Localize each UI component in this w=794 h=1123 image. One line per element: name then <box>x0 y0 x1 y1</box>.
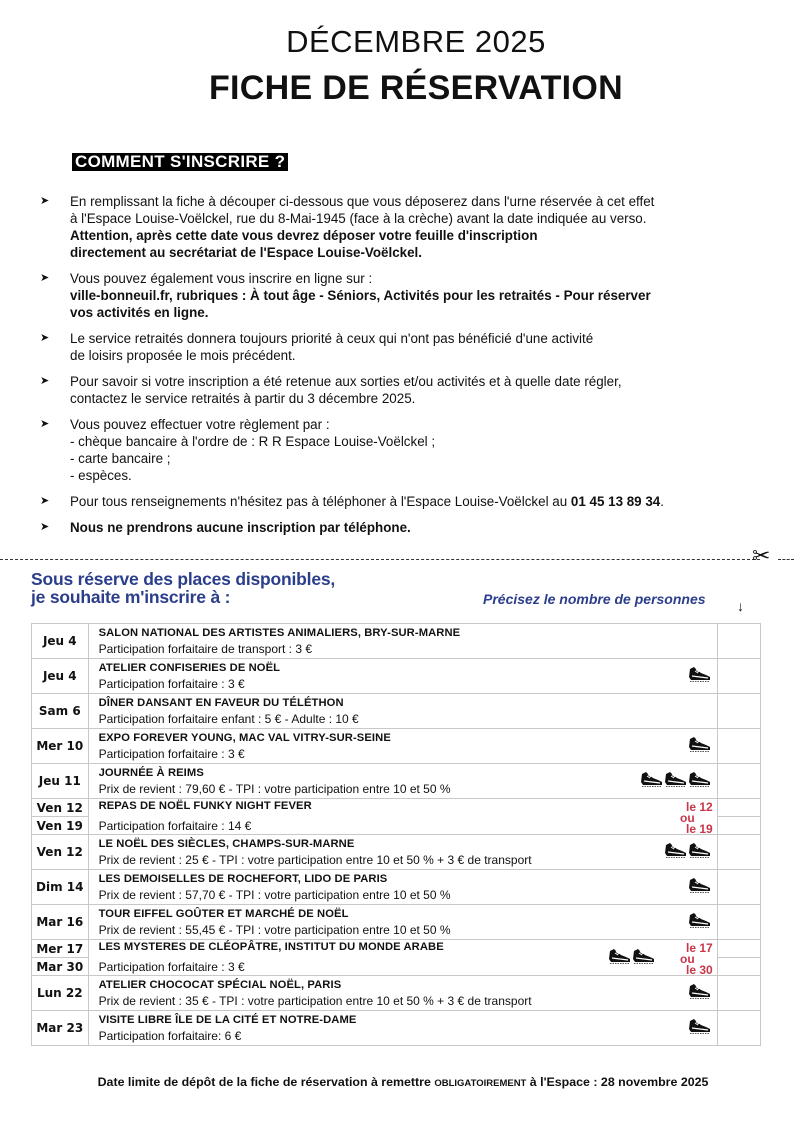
participant-count-cell[interactable] <box>717 729 760 764</box>
instruction-text: - chèque bancaire à l'ordre de : R R Espace Louise-Voëlckel ; <box>70 434 436 449</box>
walking-level <box>687 876 711 898</box>
form-subheading-line1: Sous réserve des places disponibles, <box>31 569 336 589</box>
participant-count-cell[interactable] <box>717 958 760 976</box>
event-date: Lun 22 <box>32 976 89 1011</box>
instruction-text: Vous pouvez également vous inscrire en ligne sur : <box>70 271 373 286</box>
event-row <box>32 764 761 799</box>
instruction-line <box>70 227 758 244</box>
arrow-right-icon: ➤ <box>40 375 50 387</box>
walking-level <box>607 947 655 969</box>
instruction-line <box>70 373 758 390</box>
how-to-register-heading: COMMENT S'INSCRIRE ? <box>72 153 288 171</box>
instruction-text: contactez le service retraités à partir du 3 décembre 2025. <box>70 391 416 406</box>
event-row <box>32 799 761 817</box>
instruction-text: En remplissant la fiche à découper ci-dessous que vous déposerez dans l'urne réservée à cet effet <box>70 194 655 209</box>
walking-shoe-icon <box>687 770 711 792</box>
arrow-right-icon: ➤ <box>40 195 50 207</box>
alt-date-first: le 12 <box>685 800 713 814</box>
scissors-icon: ✂ <box>752 543 771 568</box>
instruction-line <box>70 519 758 536</box>
alt-date-second: le 30 <box>685 963 713 977</box>
alternate-dates <box>680 941 713 977</box>
participant-count-cell[interactable] <box>717 940 760 958</box>
event-row <box>32 835 761 870</box>
instructions-list <box>38 193 758 545</box>
cut-line-end <box>778 559 794 560</box>
event-date: Dim 14 <box>32 870 89 905</box>
instruction-line <box>70 390 758 407</box>
event-name: LES MYSTERES DE CLÉOPÂTRE, INSTITUT DU MONDE ARABE <box>98 941 444 953</box>
alt-or <box>668 952 695 966</box>
instruction-text: Vous pouvez effectuer votre règlement par : <box>70 417 330 432</box>
event-row <box>32 870 761 905</box>
arrow-right-icon: ➤ <box>40 495 50 507</box>
count-hint: Précisez le nombre de personnes <box>483 591 706 607</box>
instruction-item <box>38 416 758 484</box>
instruction-line <box>70 416 758 433</box>
instruction-text: Pour tous renseignements n'hésitez pas à téléphoner à l'Espace Louise-Voëlckel au <box>70 494 571 509</box>
instruction-line <box>70 244 758 261</box>
event-name: ATELIER CONFISERIES DE NOËL <box>98 661 281 674</box>
event-name: DÎNER DANSANT EN FAVEUR DU TÉLÉTHON <box>98 696 344 709</box>
instruction-line <box>70 450 758 467</box>
walking-shoe-icon <box>639 770 663 792</box>
event-info <box>88 764 717 799</box>
arrow-right-icon: ➤ <box>40 521 50 533</box>
walking-shoe-icon <box>687 876 711 898</box>
event-name: EXPO FOREVER YOUNG, MAC VAL VITRY-SUR-SEINE <box>98 731 391 744</box>
instruction-item <box>38 270 758 321</box>
instruction-text-end: . <box>660 494 664 509</box>
event-info <box>88 1011 717 1046</box>
event-date: Jeu 4 <box>32 624 89 659</box>
walking-shoe-icon <box>687 911 711 933</box>
event-price: Prix de revient : 25 € - TPI : votre participation entre 10 et 50 % + 3 € de transport <box>98 852 532 867</box>
walking-level <box>663 841 711 863</box>
participant-count-cell[interactable] <box>717 624 760 659</box>
event-name: REPAS DE NOËL FUNKY NIGHT FEVER <box>98 800 312 812</box>
event-name: SALON NATIONAL DES ARTISTES ANIMALIERS, BRY-SUR-MARNE <box>98 626 461 639</box>
event-row <box>32 659 761 694</box>
instruction-item <box>38 493 758 510</box>
event-row <box>32 940 761 958</box>
event-date: Ven 19 <box>32 817 89 835</box>
arrow-right-icon: ➤ <box>40 272 50 284</box>
deadline-text-after: à l'Espace : 28 novembre 2025 <box>526 1075 709 1089</box>
instruction-text: Attention, après cette date vous devrez déposer votre feuille d'inscription <box>70 228 538 243</box>
instruction-line <box>70 210 758 227</box>
event-date: Jeu 4 <box>32 659 89 694</box>
event-row <box>32 1011 761 1046</box>
deadline-footer <box>0 1075 794 1089</box>
instruction-text: à l'Espace Louise-Voëlckel, rue du 8-Mai-1945 (face à la crèche) avant la date indiquée au verso. <box>70 211 647 226</box>
event-row <box>32 905 761 940</box>
instruction-line <box>70 270 758 287</box>
participant-count-cell[interactable] <box>717 835 760 870</box>
walking-shoe-icon <box>687 735 711 757</box>
event-date: Mer 17 <box>32 940 89 958</box>
event-info <box>88 905 717 940</box>
deadline-text-before: Date limite de dépôt de la fiche de réservation à remettre <box>97 1075 435 1089</box>
alt-date-second: le 19 <box>685 822 713 836</box>
event-name: LE NOËL DES SIÈCLES, CHAMPS-SUR-MARNE <box>98 837 355 850</box>
instruction-line <box>70 493 758 510</box>
event-date: Mar 23 <box>32 1011 89 1046</box>
event-date: Jeu 11 <box>32 764 89 799</box>
walking-shoe-icon <box>687 665 711 687</box>
event-price: Participation forfaitaire : 3 € <box>98 746 245 761</box>
event-price: Participation forfaitaire : 3 € <box>98 676 245 691</box>
walking-shoe-icon <box>687 841 711 863</box>
walking-level <box>687 1017 711 1039</box>
instruction-line <box>70 193 758 210</box>
instruction-item <box>38 330 758 364</box>
event-price: Prix de revient : 57,70 € - TPI : votre participation entre 10 et 50 % <box>98 887 451 902</box>
event-date: Ven 12 <box>32 835 89 870</box>
cut-line <box>0 559 760 560</box>
instruction-text: vos activités en ligne. <box>70 305 209 320</box>
event-info <box>88 659 717 694</box>
instruction-text: directement au secrétariat de l'Espace Louise-Voëlckel. <box>70 245 422 260</box>
instruction-text: Nous ne prendrons aucune inscription par téléphone. <box>70 520 411 535</box>
instruction-text: Pour savoir si votre inscription a été retenue aux sorties et/ou activités et à quelle date régler, <box>70 374 622 389</box>
participant-count-cell[interactable] <box>717 870 760 905</box>
alt-or <box>668 811 695 825</box>
event-price: Participation forfaitaire de transport : 3 € <box>98 641 313 656</box>
event-info <box>88 694 717 729</box>
event-name: ATELIER CHOCOCAT SPÉCIAL NOËL, PARIS <box>98 978 342 991</box>
event-price: Prix de revient : 35 € - TPI : votre participation entre 10 et 50 % + 3 € de transport <box>98 993 532 1008</box>
participant-count-cell[interactable] <box>717 976 760 1011</box>
participant-count-cell[interactable] <box>717 799 760 817</box>
form-subheading <box>31 570 335 606</box>
walking-shoe-icon <box>687 1017 711 1039</box>
alt-date-first: le 17 <box>685 941 713 955</box>
arrow-down-icon: ↓ <box>737 598 744 614</box>
instruction-text: ville-bonneuil.fr, rubriques : À tout âge - Séniors, Activités pour les retraités - Pour réserver <box>70 288 651 303</box>
event-price: Participation forfaitaire enfant : 5 € - Adulte : 10 € <box>98 711 359 726</box>
event-row <box>32 694 761 729</box>
event-price: Participation forfaitaire: 6 € <box>98 1028 242 1043</box>
page-title: FICHE DE RÉSERVATION <box>208 69 624 107</box>
event-name: LES DEMOISELLES DE ROCHEFORT, LIDO DE PARIS <box>98 872 388 885</box>
participant-count-cell[interactable] <box>717 764 760 799</box>
walking-shoe-icon <box>687 982 711 1004</box>
instruction-line <box>70 433 758 450</box>
event-price: Prix de revient : 79,60 € - TPI : votre participation entre 10 et 50 % <box>98 781 451 796</box>
event-info <box>88 624 717 659</box>
instruction-item <box>38 373 758 407</box>
walking-level <box>687 735 711 757</box>
event-date: Sam 6 <box>32 694 89 729</box>
event-date: Mar 16 <box>32 905 89 940</box>
alt-or-label: ou <box>680 952 695 966</box>
events-table <box>31 623 761 1046</box>
event-name: TOUR EIFFEL GOÛTER ET MARCHÉ DE NOËL <box>98 907 349 920</box>
instruction-text: - carte bancaire ; <box>70 451 171 466</box>
arrow-right-icon: ➤ <box>40 332 50 344</box>
alternate-dates <box>680 800 713 836</box>
walking-shoe-icon <box>631 947 655 969</box>
phone-number: 01 45 13 89 34 <box>570 494 661 509</box>
event-row <box>32 976 761 1011</box>
participant-count-cell[interactable] <box>717 1011 760 1046</box>
event-info <box>88 870 717 905</box>
walking-level <box>687 911 711 933</box>
alt-or-label: ou <box>680 811 695 825</box>
instruction-line <box>70 304 758 321</box>
walking-shoe-icon <box>663 841 687 863</box>
month-heading: DÉCEMBRE 2025 <box>286 24 546 59</box>
walking-level <box>687 665 711 687</box>
event-name: JOURNÉE À REIMS <box>98 766 204 779</box>
event-row <box>32 624 761 659</box>
walking-level <box>687 982 711 1004</box>
event-date: Mer 10 <box>32 729 89 764</box>
event-info <box>88 976 717 1011</box>
event-price: Participation forfaitaire : 14 € <box>98 819 252 833</box>
participant-count-cell[interactable] <box>717 817 760 835</box>
instruction-text: Le service retraités donnera toujours priorité à ceux qui n'ont pas bénéficié d'une activité <box>70 331 594 346</box>
event-info <box>88 835 717 870</box>
instruction-line <box>70 347 758 364</box>
walking-level <box>639 770 711 792</box>
instruction-text: de loisirs proposée le mois précédent. <box>70 348 296 363</box>
participant-count-cell[interactable] <box>717 659 760 694</box>
instruction-item <box>38 193 758 261</box>
instruction-text: - espèces. <box>70 468 132 483</box>
event-date: Mar 30 <box>32 958 89 976</box>
walking-shoe-icon <box>663 770 687 792</box>
form-subheading-line2: je souhaite m'inscrire à : <box>31 587 231 607</box>
event-info <box>88 799 717 835</box>
event-price: Participation forfaitaire : 3 € <box>98 960 245 974</box>
participant-count-cell[interactable] <box>717 694 760 729</box>
deadline-emphasis: OBLIGATOIREMENT <box>434 1078 527 1089</box>
event-info <box>88 940 717 976</box>
instruction-line <box>70 330 758 347</box>
arrow-right-icon: ➤ <box>40 418 50 430</box>
walking-shoe-icon <box>607 947 631 969</box>
instruction-item <box>38 519 758 536</box>
event-name: VISITE LIBRE ÎLE DE LA CITÉ ET NOTRE-DAME <box>98 1013 357 1026</box>
event-date: Ven 12 <box>32 799 89 817</box>
event-price: Prix de revient : 55,45 € - TPI : votre participation entre 10 et 50 % <box>98 922 451 937</box>
instruction-line <box>70 467 758 484</box>
event-row <box>32 729 761 764</box>
participant-count-cell[interactable] <box>717 905 760 940</box>
instruction-line <box>70 287 758 304</box>
event-info <box>88 729 717 764</box>
